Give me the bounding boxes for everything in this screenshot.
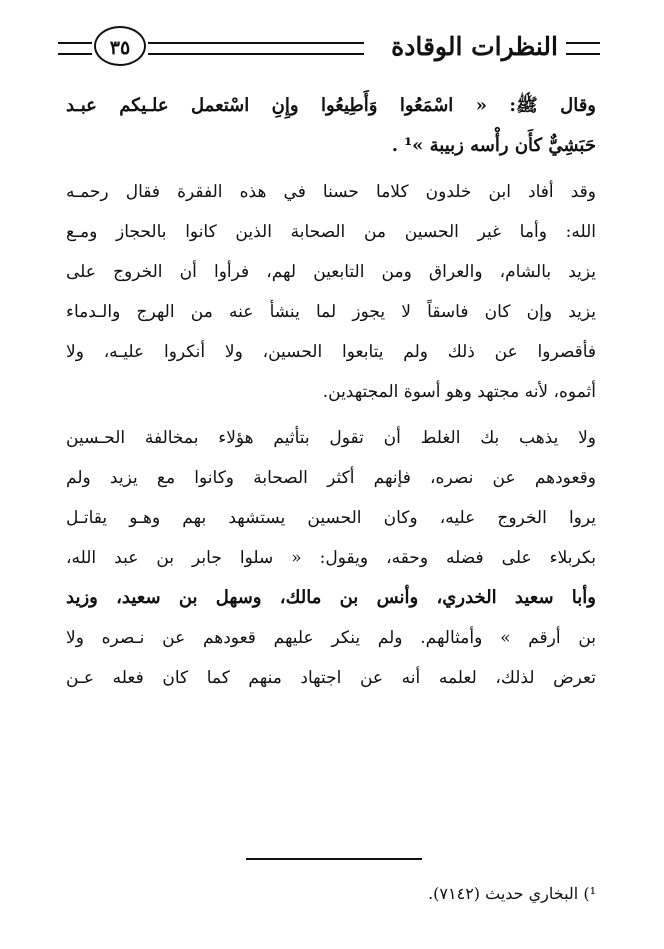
page-body	[66, 86, 596, 704]
text-line: تعرض لذلك، لعلمه أنه عن اجتهاد منهم كما كان فعله عـن	[66, 668, 596, 688]
text-line: الله: وأما غير الحسين من الصحابة الذين كانوا بالحجاز ومـع	[66, 222, 596, 242]
running-header	[58, 26, 600, 74]
text-line: ولا يذهب بك الغلط أن تقول بتأثيم هؤلاء بمخالفة الحـسين	[66, 428, 596, 448]
text-line: يزيد بالشام، والعراق ومن التابعين لهم، فرأوا أن الخروج على	[66, 262, 596, 282]
text-line: وقد أفاد ابن خلدون كلاما حسنا في هذه الفقرة فقال رحمـه	[66, 182, 596, 202]
text-line: بكربلاء على فضله وحقه، ويقول: « سلوا جابر بن عبد الله،	[66, 548, 596, 568]
text-line: أثموه، لأنه مجتهد وهو أسوة المجتهدين.	[322, 382, 596, 402]
text-line: بن أرقم » وأمثالهم. ولم ينكر عليهم قعودهم عن نـصره ولا	[66, 628, 596, 648]
text-line: فأقصروا عن ذلك ولم يتابعوا الحسين، ولا أنكروا عليـه، ولا	[66, 342, 596, 362]
page-number: ٣٥	[94, 26, 146, 66]
footnote: ¹) البخاري حديث (٧١٤٢).	[428, 884, 596, 903]
text-line: وقعودهم عن نصره، فإنهم أكثر الصحابة وكانوا مع يزيد ولم	[66, 468, 596, 488]
header-rule-left	[58, 42, 92, 55]
text-line: يروا الخروج عليه، وكان الحسين يستشهد بهم وهـو يقاتـل	[66, 508, 596, 528]
paragraph-3	[66, 418, 596, 698]
text-line: حَبَشِيٌّ كأَن رأْسه زبيبة »¹ .	[391, 135, 596, 156]
paragraph-2	[66, 172, 596, 412]
text-line: وقال ﷺ: « اسْمَعُوا وَأَطِيعُوا وإِنِ اسْتعمل علـيكم عبـد	[66, 95, 596, 116]
header-rule-middle	[148, 42, 364, 55]
book-title: النظرات الوقادة	[391, 32, 558, 61]
text-line: وأبا سعيد الخدري، وأنس بن مالك، وسهل بن سعيد، وزيد	[66, 587, 596, 608]
paragraph-1	[66, 86, 596, 166]
footnote-separator	[246, 858, 422, 860]
header-rule-right	[566, 42, 600, 55]
text-line: يزيد وإن كان فاسقاً لا يجوز لما ينشأ عنه من الهرج والـدماء	[66, 302, 596, 322]
